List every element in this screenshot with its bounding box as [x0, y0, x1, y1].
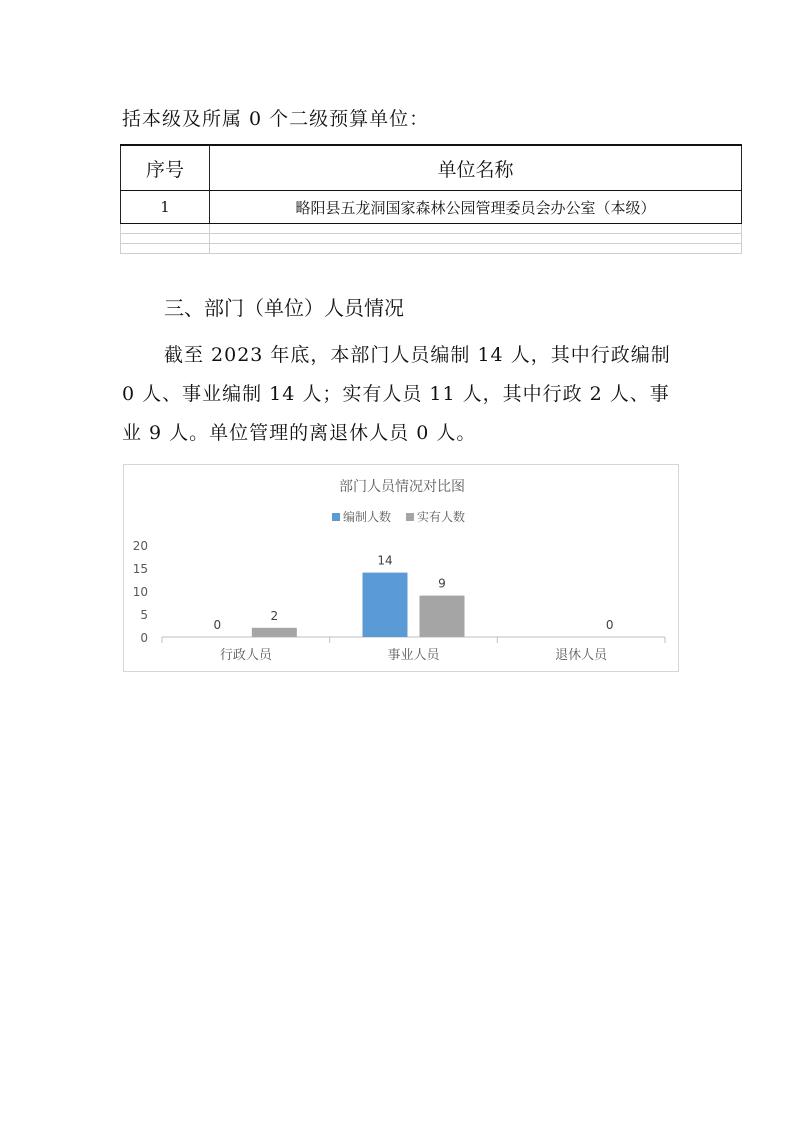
header-serial: 序号 [121, 145, 210, 191]
table-row-empty [121, 244, 742, 254]
intro-text: 括本级及所属 0 个二级预算单位： [122, 108, 430, 130]
table-row [121, 191, 742, 224]
legend-swatch-0 [332, 513, 340, 521]
section-title: 三、部门（单位）人员情况 [164, 296, 404, 320]
staff-chart [123, 464, 679, 672]
y-tick-label-4: 20 [132, 539, 148, 553]
bar-0-1 [363, 573, 408, 637]
table-row-empty [121, 234, 742, 244]
staff-paragraph: 截至 2023 年底，本部门人员编制 14 人，其中行政编制 0 人、事业编制 14 人；实有人员 11 人，其中行政 2 人、事业 9 人。单位管理的离退休人员 0 人。 [122, 344, 671, 444]
legend-swatch-1 [406, 513, 414, 521]
data-label-1-2: 0 [605, 618, 614, 632]
bar-1-0 [252, 628, 297, 637]
data-label-0-1: 14 [377, 553, 393, 568]
bar-1-1 [420, 596, 465, 637]
header-unit-name: 单位名称 [210, 145, 742, 191]
table-header-row [121, 145, 742, 191]
legend-label-1: 实有人数 [417, 510, 466, 524]
x-tick-label-1: 事业人员 [387, 648, 440, 663]
legend-label-0: 编制人数 [343, 510, 392, 524]
data-label-1-1: 9 [438, 576, 446, 591]
table-row-empty [121, 224, 742, 234]
y-tick-label-3: 15 [132, 562, 148, 576]
row-unit-name: 略阳县五龙洞国家森林公园管理委员会办公室（本级） [210, 191, 742, 224]
y-tick-label-0: 0 [140, 631, 148, 645]
x-tick-label-2: 退休人员 [555, 648, 608, 663]
unit-table [120, 144, 742, 254]
data-label-1-0: 2 [270, 608, 279, 623]
chart-canvas [124, 465, 680, 673]
y-tick-label-2: 10 [132, 585, 148, 599]
data-label-0-0: 0 [213, 618, 222, 632]
x-tick-label-0: 行政人员 [219, 648, 272, 663]
row-serial: 1 [121, 191, 210, 224]
chart-title: 部门人员情况对比图 [339, 479, 465, 495]
y-tick-label-1: 5 [140, 608, 148, 622]
